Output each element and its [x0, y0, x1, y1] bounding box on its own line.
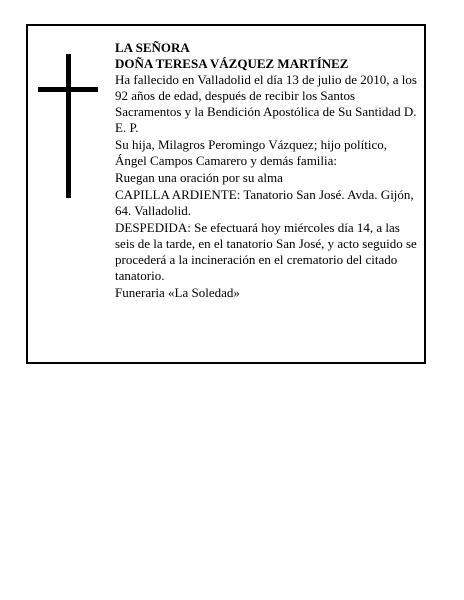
- cross-vertical-bar: [66, 54, 71, 198]
- funeral-home: Funeraria «La Soledad»: [115, 285, 240, 300]
- deceased-name: DOÑA TERESA VÁZQUEZ MARTÍNEZ: [115, 56, 349, 71]
- latin-cross-icon: [38, 54, 98, 198]
- prayer-request: Ruegan una oración por su alma: [115, 170, 283, 185]
- family-list: Su hija, Milagros Peromingo Vázquez; hijo político, Ángel Campos Camarero y demás familia:: [115, 137, 388, 168]
- notice-text-block: [115, 40, 421, 302]
- obituary-notice: [26, 24, 426, 364]
- farewell-details: DESPEDIDA: Se efectuará hoy miércoles día 14, a las seis de la tarde, en el tanatorio San José, y acto seguido se procederá a la incineración en el crematorio del citado tanatorio.: [115, 220, 417, 283]
- cross-horizontal-bar: [38, 87, 98, 92]
- chapel-details: CAPILLA ARDIENTE: Tanatorio San José. Avda. Gijón, 64. Valladolid.: [115, 187, 414, 218]
- death-announcement: Ha fallecido en Valladolid el día 13 de julio de 2010, a los 92 años de edad, después de recibir los Santos Sacramentos y la Bendición Apostólica de Su Santidad D. E. P.: [115, 72, 417, 135]
- notice-title: LA SEÑORA: [115, 40, 190, 55]
